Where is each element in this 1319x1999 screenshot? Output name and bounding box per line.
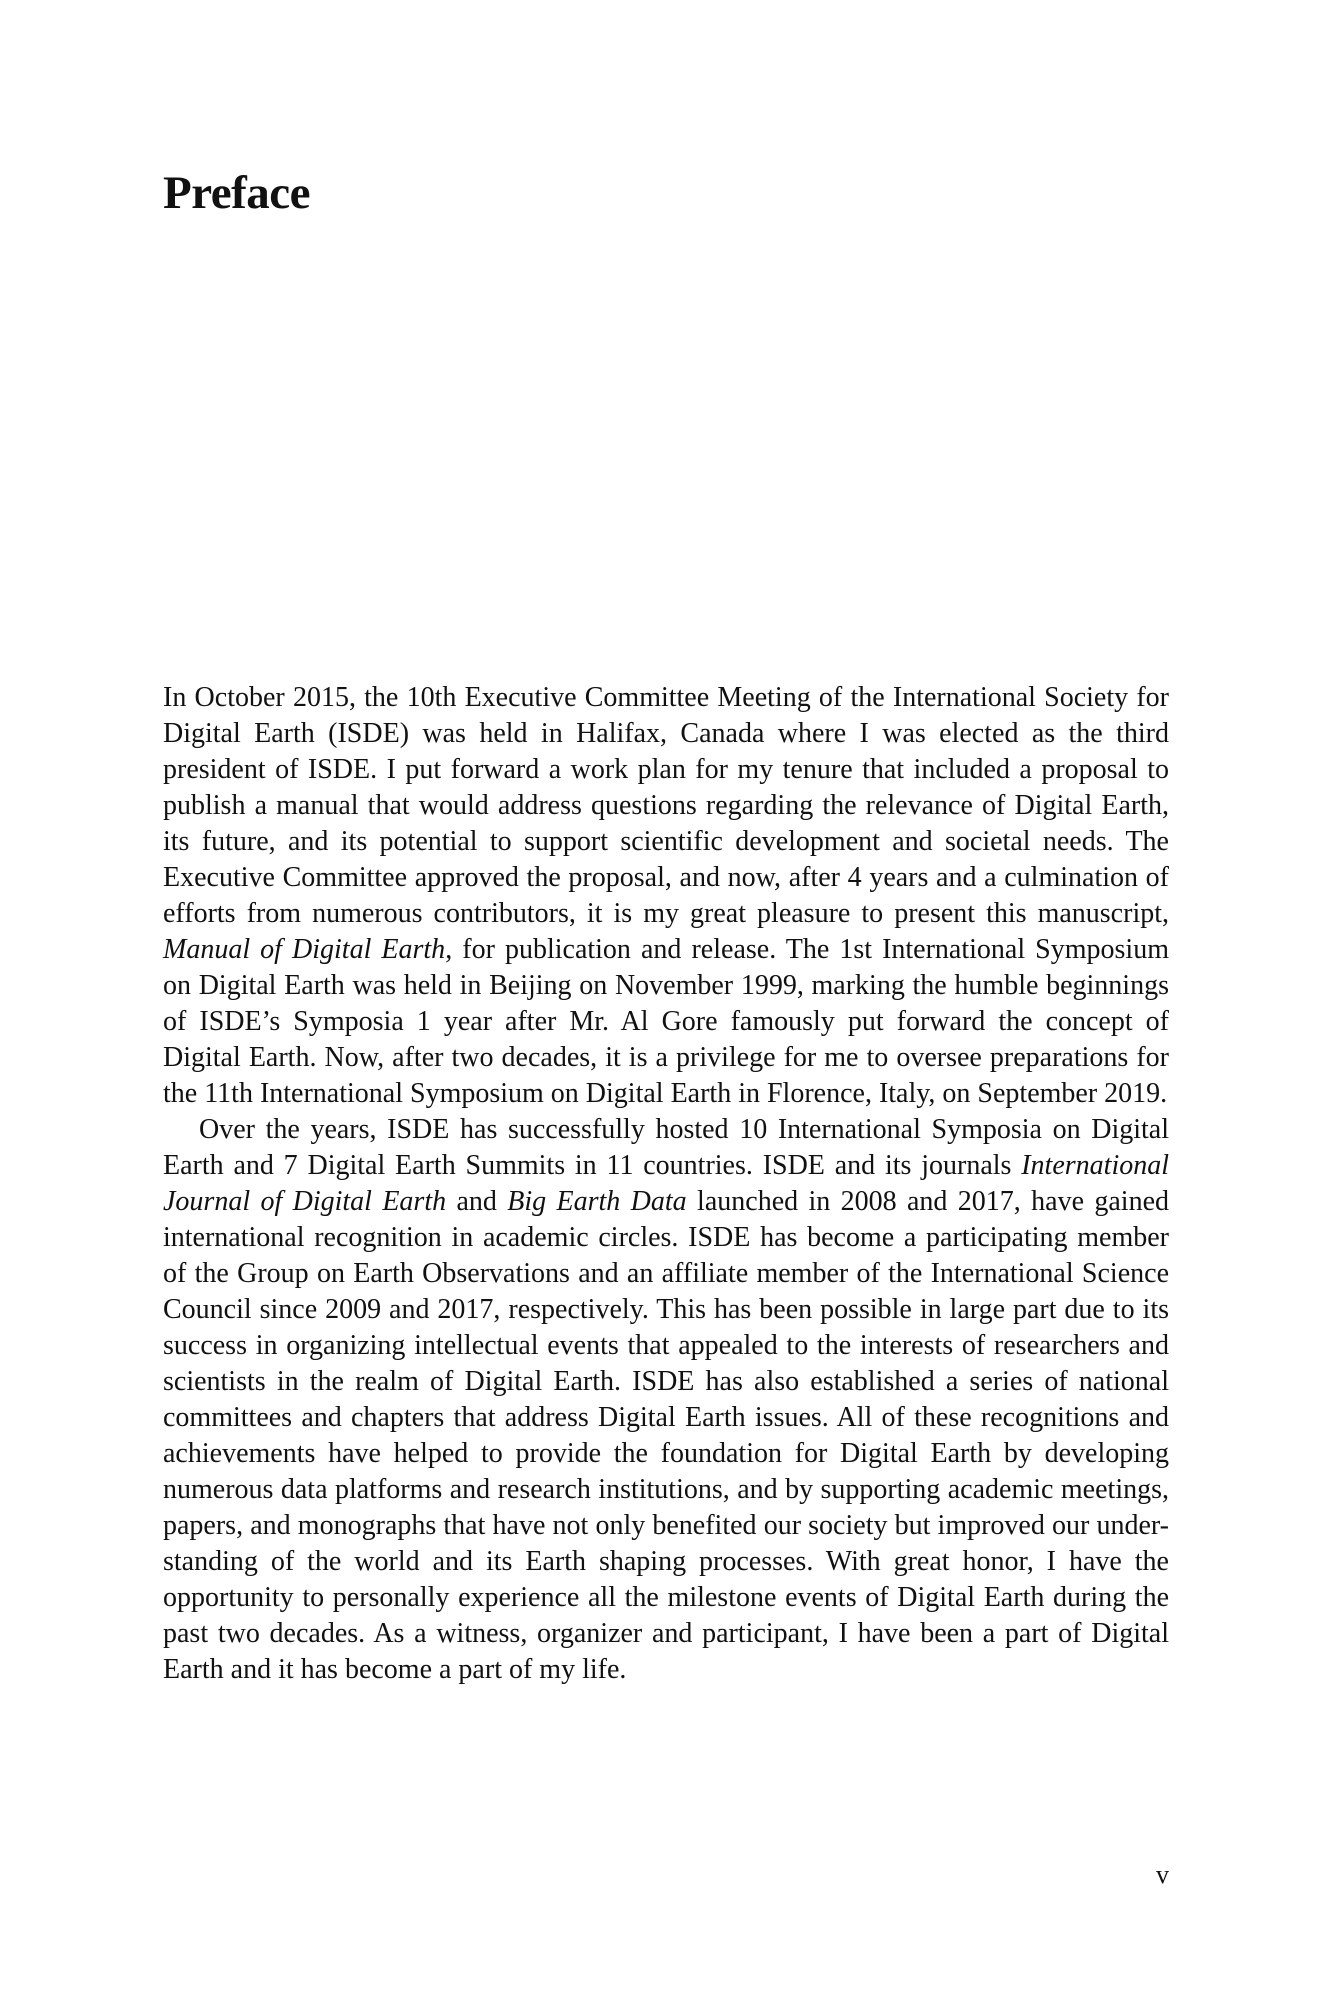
text-run: and bbox=[446, 1186, 508, 1217]
text-run: Over the years, ISDE has successfully hosted 10 International Symposia on Digital Earth and 7 Digital Earth Summits in 11 countries. ISDE and its journals bbox=[163, 1114, 1169, 1181]
italic-title-run: Big Earth Data bbox=[507, 1186, 687, 1217]
text-run: , for publication and release. The 1st International Symposium on Digital Earth was held in Beijing on November 1999, marking the humble beginnings of ISDE’s Symposia 1 year after Mr. Al Gore famously put forward the concept of Digital Earth. Now, after two decades, it is a privilege for me to oversee preparations for the 11th International Symposium on Digital Earth in Florence, Italy, on September 2019. bbox=[163, 934, 1169, 1109]
italic-title-run: Manual of Digital Earth bbox=[163, 934, 446, 965]
italic-title-run: International Journal of Digital Earth bbox=[163, 1150, 1169, 1217]
page-number: v bbox=[1156, 1860, 1169, 1889]
text-run: In October 2015, the 10th Executive Committee Meeting of the International Society for Digital Earth (ISDE) was held in Halifax, Canada where I was elected as the third president of ISDE. I put forward a work plan for my tenure that included a proposal to publish a manual that would address questions regarding the relevance of Digital Earth, its future, and its potential to support scientific development and societal needs. The Executive Committee approved the proposal, and now, after 4 years and a culmination of efforts from numerous contributors, it is my great pleasure to present this manuscript, bbox=[163, 682, 1169, 929]
page-title: Preface bbox=[163, 167, 310, 219]
text-run: launched in 2008 and 2017, have gained international recognition in academic circles. ISDE has become a participating member of the Group on Earth Observations and an affiliate member of the International Science Council since 2009 and 2017, respectively. This has been possible in large part due to its success in organizing intellectual events that appealed to the interests of researchers and scientists in the realm of Digital Earth. ISDE has also established a series of national committees and chapters that address Digital Earth issues. All of these recognitions and achievements have helped to provide the foundation for Digital Earth by developing numerous data platforms and research institutions, and by supporting academic meetings, papers, and monographs that have not only benefited our society but improved our under-standing of the world and its Earth shaping processes. With great honor, I have the opportunity to personally experience all the milestone events of Digital Earth during the past two decades. As a witness, organizer and participant, I have been a part of Digital Earth and it has become a part of my life. bbox=[163, 1186, 1170, 1685]
preface-body bbox=[163, 680, 1169, 1688]
paragraph-1 bbox=[163, 680, 1169, 1112]
paragraph-2 bbox=[163, 1112, 1169, 1688]
